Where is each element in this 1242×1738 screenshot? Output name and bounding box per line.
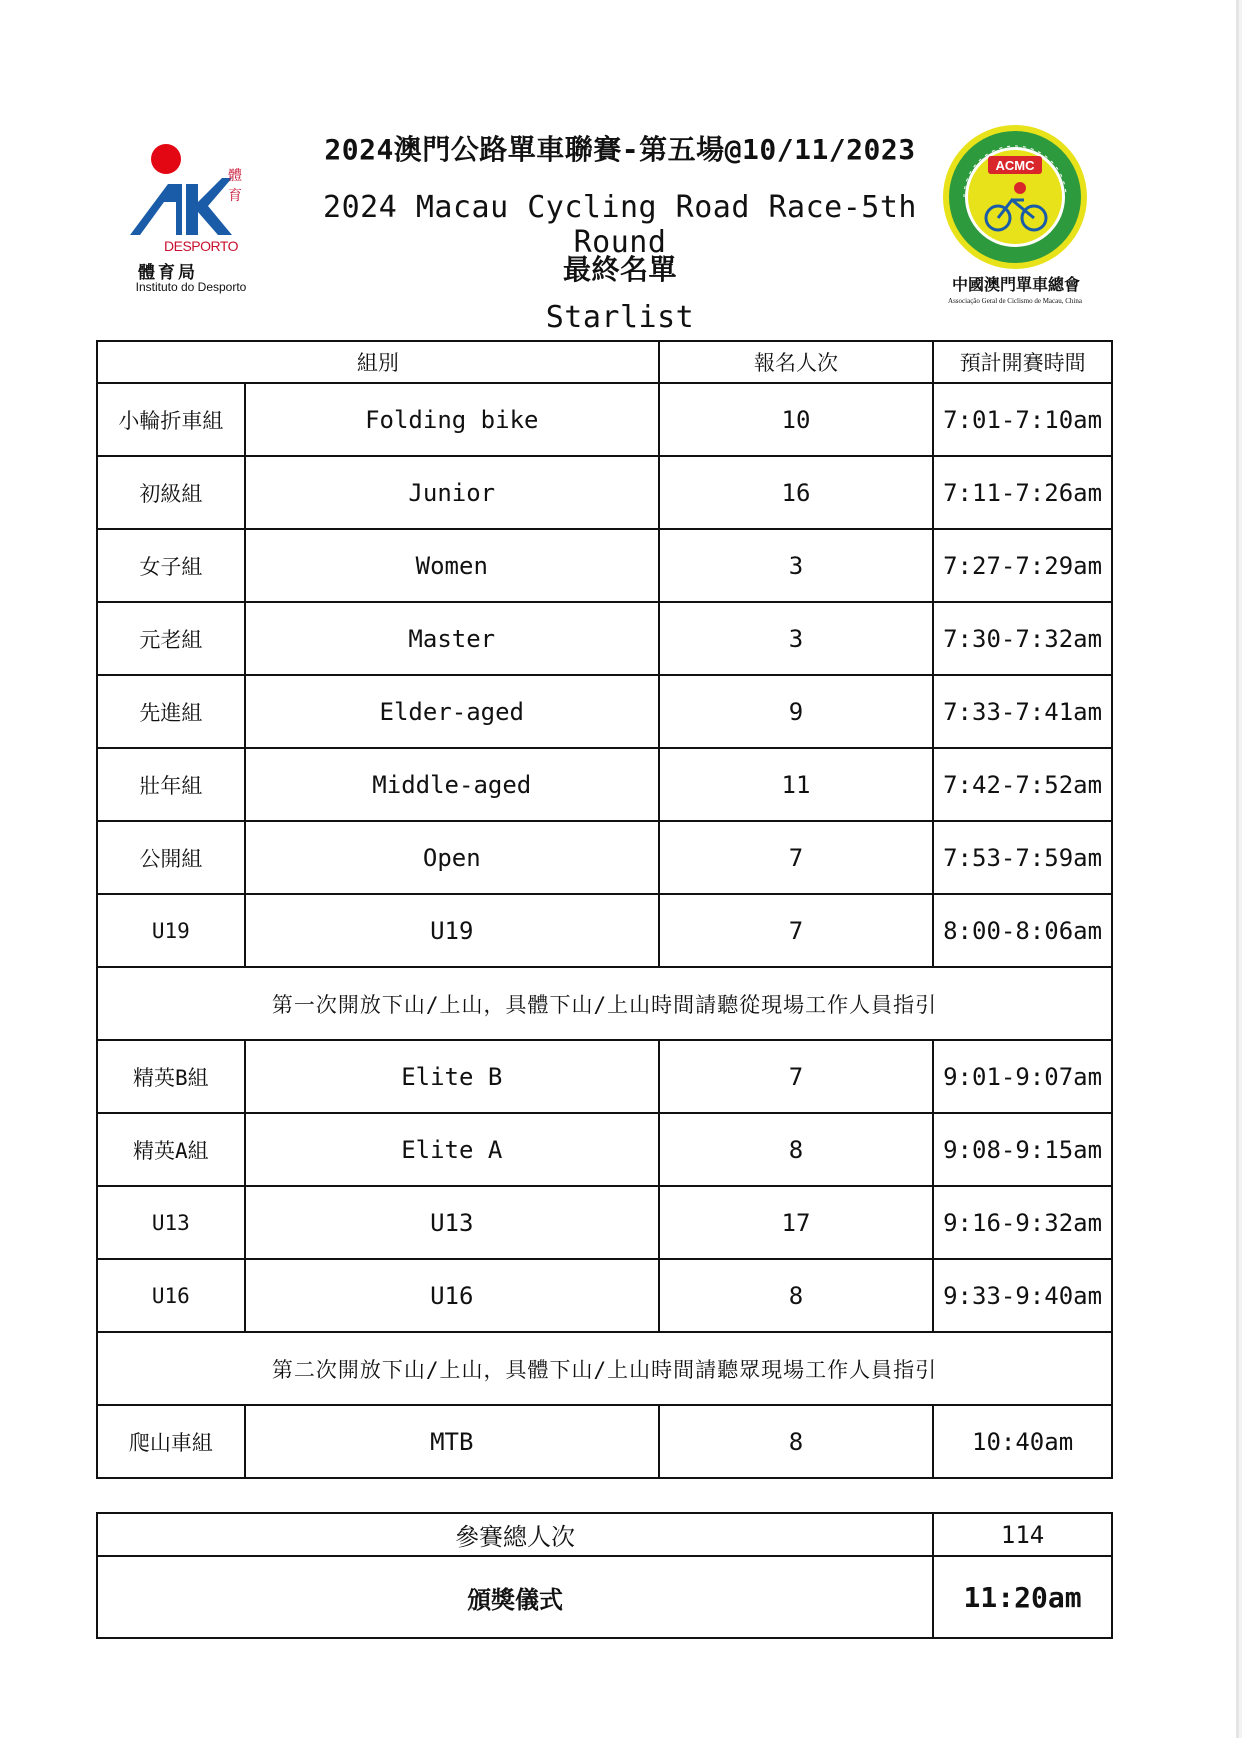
start-time: 10:40am — [933, 1405, 1112, 1478]
entry-count: 16 — [659, 456, 933, 529]
start-time: 9:08-9:15am — [933, 1113, 1112, 1186]
note-row — [97, 967, 1112, 1040]
entry-count: 7 — [659, 1040, 933, 1113]
group-en: Elite A — [245, 1113, 659, 1186]
ceremony-row — [97, 1556, 1112, 1638]
group-en: Elder-aged — [245, 675, 659, 748]
table-row — [97, 456, 1112, 529]
table-header-row — [97, 341, 1112, 383]
group-en: U13 — [245, 1186, 659, 1259]
group-zh: 小輪折車組 — [97, 383, 245, 456]
group-zh: 元老組 — [97, 602, 245, 675]
note-second-opening: 第二次開放下山/上山，具體下山/上山時間請聽眾現場工作人員指引 — [97, 1332, 1112, 1405]
group-en: U16 — [245, 1259, 659, 1332]
group-zh: U13 — [97, 1186, 245, 1259]
start-time: 9:01-9:07am — [933, 1040, 1112, 1113]
group-en: Junior — [245, 456, 659, 529]
group-zh: 先進組 — [97, 675, 245, 748]
group-zh: 女子組 — [97, 529, 245, 602]
group-en: Open — [245, 821, 659, 894]
group-en: Elite B — [245, 1040, 659, 1113]
start-time: 7:33-7:41am — [933, 675, 1112, 748]
entry-count: 17 — [659, 1186, 933, 1259]
entry-count: 7 — [659, 821, 933, 894]
entry-count: 9 — [659, 675, 933, 748]
table-row — [97, 1040, 1112, 1113]
ceremony-label: 頒獎儀式 — [97, 1556, 933, 1638]
group-zh: 初級組 — [97, 456, 245, 529]
entry-count: 10 — [659, 383, 933, 456]
start-time: 7:01-7:10am — [933, 383, 1112, 456]
title-en: 2024 Macau Cycling Road Race-5th Round — [323, 190, 917, 260]
group-en: Women — [245, 529, 659, 602]
start-time: 8:00-8:06am — [933, 894, 1112, 967]
group-en: Master — [245, 602, 659, 675]
subtitle-en: Starlist — [545, 300, 695, 335]
group-zh: 公開組 — [97, 821, 245, 894]
group-en: U19 — [245, 894, 659, 967]
starlist-table — [96, 340, 1113, 1479]
group-zh: 精英B組 — [97, 1040, 245, 1113]
subtitle-zh: 最終名單 — [562, 253, 677, 286]
group-en: Folding bike — [245, 383, 659, 456]
table-row — [97, 529, 1112, 602]
table-row — [97, 894, 1112, 967]
logo-name-zh: 體育局 — [138, 263, 198, 283]
logo-badge-text: ACMC — [995, 158, 1035, 173]
start-time: 7:42-7:52am — [933, 748, 1112, 821]
start-time: 7:53-7:59am — [933, 821, 1112, 894]
table-row — [97, 675, 1112, 748]
note-row — [97, 1332, 1112, 1405]
entry-count: 11 — [659, 748, 933, 821]
summary-table — [96, 1512, 1113, 1639]
group-zh: U19 — [97, 894, 245, 967]
table-row — [97, 1405, 1112, 1478]
table-row — [97, 1113, 1112, 1186]
entry-count: 8 — [659, 1259, 933, 1332]
sports-bureau-emblem-icon — [120, 140, 245, 240]
group-en: MTB — [245, 1405, 659, 1478]
entry-count: 8 — [659, 1405, 933, 1478]
entry-count: 3 — [659, 529, 933, 602]
group-zh: U16 — [97, 1259, 245, 1332]
sports-bureau-logo — [120, 140, 255, 300]
cycling-association-logo — [940, 122, 1090, 312]
table-row — [97, 1259, 1112, 1332]
group-zh: 爬山車組 — [97, 1405, 245, 1478]
start-time: 9:33-9:40am — [933, 1259, 1112, 1332]
total-row — [97, 1513, 1112, 1556]
total-value: 114 — [933, 1513, 1112, 1556]
start-time: 7:11-7:26am — [933, 456, 1112, 529]
note-first-opening: 第一次開放下山/上山，具體下山/上山時間請聽從現場工作人員指引 — [97, 967, 1112, 1040]
logo-vertical-text: 體育 — [228, 168, 242, 204]
table-row — [97, 383, 1112, 456]
group-en: Middle-aged — [245, 748, 659, 821]
acmc-emblem-icon — [940, 122, 1090, 272]
header-time: 預計開賽時間 — [933, 341, 1112, 383]
association-name-pt: Associação Geral de Ciclismo de Macau, China — [948, 297, 1082, 305]
table-row — [97, 602, 1112, 675]
entry-count: 7 — [659, 894, 933, 967]
group-zh: 精英A組 — [97, 1113, 245, 1186]
header-group: 組別 — [97, 341, 659, 383]
table-row — [97, 748, 1112, 821]
entry-count: 8 — [659, 1113, 933, 1186]
header-count: 報名人次 — [659, 341, 933, 383]
start-time: 7:27-7:29am — [933, 529, 1112, 602]
table-row — [97, 821, 1112, 894]
total-label: 參賽總人次 — [97, 1513, 933, 1556]
logo-name-pt: Instituto do Desporto — [135, 280, 247, 294]
logo-brand-text: DESPORTO — [164, 238, 239, 254]
table-row — [97, 1186, 1112, 1259]
start-time: 7:30-7:32am — [933, 602, 1112, 675]
start-time: 9:16-9:32am — [933, 1186, 1112, 1259]
ceremony-time: 11:20am — [933, 1556, 1112, 1638]
group-zh: 壯年組 — [97, 748, 245, 821]
title-zh: 2024澳門公路單車聯賽-第五場@10/11/2023 — [324, 133, 916, 166]
association-name-zh: 中國澳門單車總會 — [951, 275, 1080, 294]
entry-count: 3 — [659, 602, 933, 675]
